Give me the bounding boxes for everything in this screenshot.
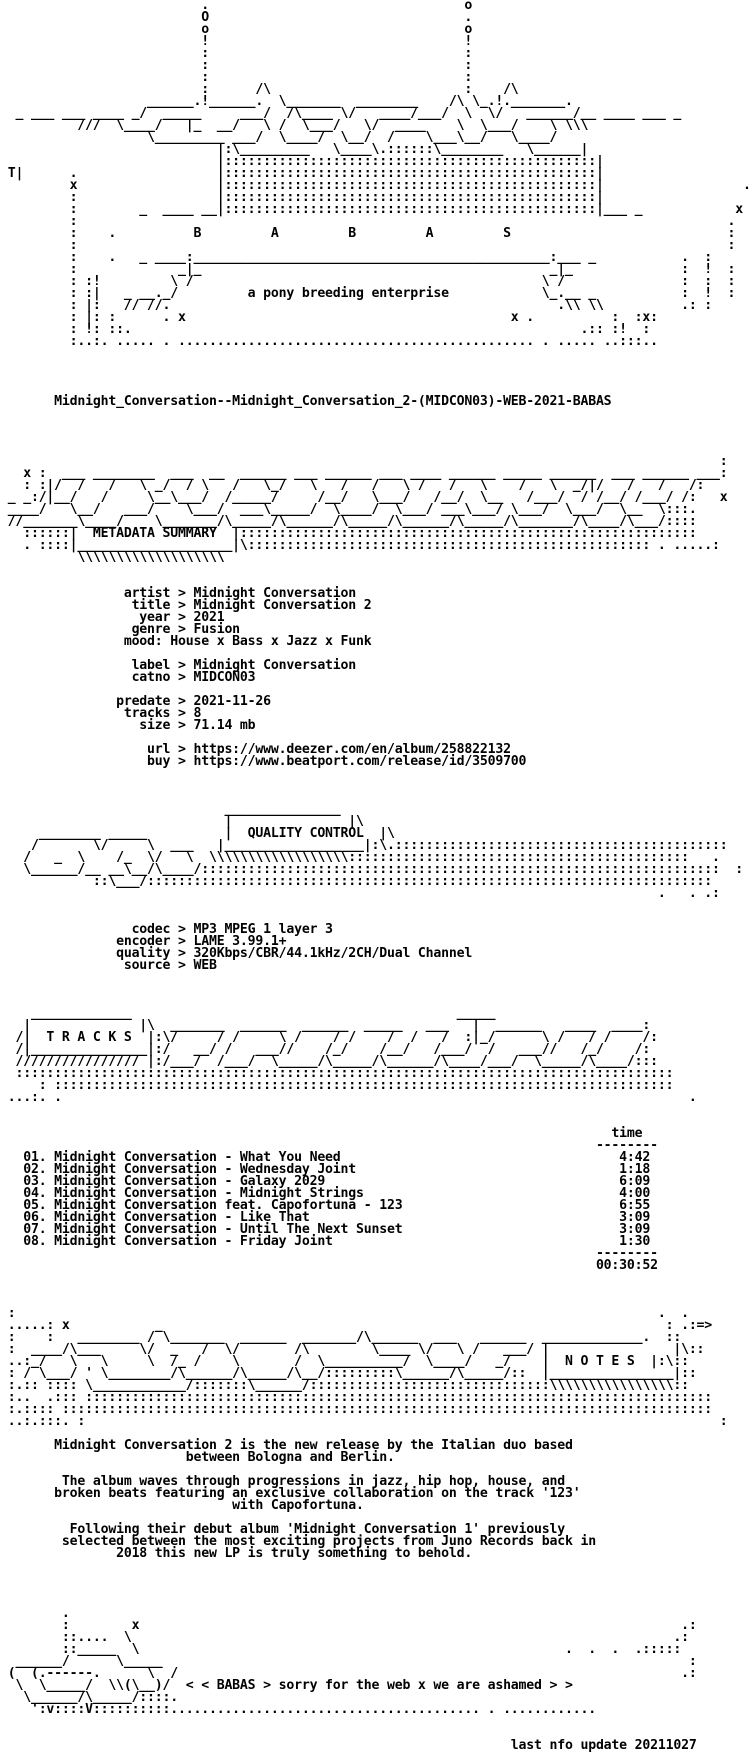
nfo-line: : !: ::. .:: :! : [0,322,651,337]
nfo-line: size > 71.14 mb [0,718,256,733]
nfo-line: : : ________ / \_______ ______ _______/\______ ___ ______ _____________. :: [0,1330,682,1345]
nfo-line: mood: House x Bass x Jazz x Funk [0,634,372,649]
nfo-line: : |: // //. .\\ \\ .: : [0,298,713,313]
nfo-line: 05. Midnight Conversation feat. Capofortuna - 123 6:55 [0,1198,651,1213]
nfo-line: : |: : . x x . : :x: [0,310,658,325]
nfo-line: ...:. . . [0,1090,697,1105]
nfo-line: genre > Fusion [0,622,240,637]
nfo-line: -------- [0,1138,658,1153]
nfo-line: -------- [0,1246,658,1261]
nfo-line: encoder > LAME 3.99.1+ [0,934,287,949]
nfo-line: buy > https://www.beatport.com/release/id/3509700 [0,754,527,769]
nfo-line: . o [0,0,473,13]
nfo-line: ________ _____ | QUALITY CONTROL |\ [0,826,395,841]
nfo-line: .....: x _ : .:=> [0,1318,713,1333]
nfo-line: . ::::|____________________|\:::::::::::::::::::::::::::::::::::::::::::::::::::: . .....: [0,538,720,553]
nfo-line: : /\ : /\ [0,82,519,97]
nfo-line: _ _:/|__/ / \__\___/ /_____/ /__/ \___/ /__/ \__ /___/ / /__/ /___/ /: x [0,490,728,505]
nfo-line: ::.... \ .: [0,1630,689,1645]
nfo-line: source > WEB [0,958,217,973]
nfo-line: ::::::::::::::::::::::::::::::::::::::::::::::::::::::::::::::::::::::::::::::::::::: [0,1066,674,1081]
nfo-line: selected between the most exciting projects from Juno Records back in [0,1534,596,1549]
nfo-line: : : [0,58,473,73]
nfo-line: :.:::: :::::::::::::::::::::::::::::::::::::::::::::::::::::::::::::::::::::::::::::::::::: [0,1402,713,1417]
nfo-line: T| . |::::::::::::::::::::::::::::::::::::::::::::::::| [0,166,604,181]
nfo-line: ..:_/ \ \ \ /_ / \ / \__________/ \____/ _/ | N O T E S |:\:: [0,1354,689,1369]
nfo-line: /|_______________|:/ __/ / ___// /_/ /__/ /___/ / ___// /_/ /: [0,1042,651,1057]
nfo-line: / \/ \ ___ |__________________|:\.::::::::::::::::::::::::::::::::::::::::::: [0,838,728,853]
nfo-line: /| T R A C K S |:\/ / / \ / / / / / / :|_/ \ / / / /: [0,1030,658,1045]
nfo-line: : :|/ / / \ _/ / \ / \_/ \ / / \ / / \ / \ _/|/ / / /: [0,478,705,493]
nfo-line: \______/__ __\__/\____/::::::::::::::::::::::::::::::::::::::::::::::::::::::::::::::::::: : [0,862,743,877]
nfo-line: : : [0,70,473,85]
nfo-line: : / \___/ ' \________/\______/\_____/\__/:::::::::\______/\_____/:: |________________|:: [0,1366,697,1381]
nfo-line: o o [0,22,473,37]
nfo-line: predate > 2021-11-26 [0,694,271,709]
nfo-line: //_______\____/ \_______/\_____/\______/\_____/\______/\_____/\_______/\____/\___/:::: [0,514,697,529]
nfo-line: ::\___/::::::::::::::::::::::::::::::::::::::::::::::::::::::::::::::::::::::::: [0,874,713,889]
nfo-line: The album waves through progressions in jazz, hip hop, house, and [0,1474,565,1489]
nfo-line: \\\\\\\\\\\\\\\\\\\ [0,550,225,565]
nfo-line: |::::::::::::::::::::::::::::::::::::::::::::::::| [0,154,604,169]
nfo-line: between Bologna and Berlin. [0,1450,395,1465]
nfo-line: ':v::::V::::::::::........................................ . ............ [0,1702,596,1717]
nfo-line: : x .: [0,1618,697,1633]
nfo-line: ! ! [0,34,473,49]
nfo-line: 01. Midnight Conversation - What You Need 4:42 [0,1150,651,1165]
nfo-line: : ____/\___ \/ _ / \/ /\ \____ \/ \ / ___/ | |\:: [0,1342,705,1357]
nfo-line: . [0,1606,70,1621]
nfo-line: \_________ ___/ \____/ \__/ / \___\__/ \____/ [0,130,558,145]
nfo-line: //////////////// |:/___/ /___/ \_____/\_____/\______/\____/___/ \_____/\____/::: [0,1054,658,1069]
nfo-line: : : [0,238,736,253]
nfo-line: broken beats featuring an exclusive collaboration on the track '123' [0,1486,581,1501]
nfo-line: tracks > 8 [0,706,202,721]
nfo-line: ______/ \_____ : [0,1654,697,1669]
nfo-line: :..:. ..... . .............................................. . ..... ..:::.. [0,334,658,349]
nfo-line: 02. Midnight Conversation - Wednesday Joint 1:18 [0,1162,651,1177]
nfo-line: _______________ [0,802,341,817]
nfo-line: : [0,454,728,469]
nfo-line: 07. Midnight Conversation - Until The Next Sunset 3:09 [0,1222,651,1237]
nfo-line: url > https://www.deezer.com/en/album/258822132 [0,742,511,757]
nfo-line: ______.!______. \_______ ________ /\ \_.!._______. [0,94,573,109]
nfo-line: \______/\_____/::::. [0,1690,179,1705]
nfo-line: last nfo update 20211027 [0,1738,697,1753]
nfo-line: : . [0,214,736,229]
nfo-line: |:\_________ \____\.::::::\________ \______| [0,142,589,157]
nfo-line: ____/ \__/ ___/ \___/ ___\_____/ \____/ \___/ ___\___/ \___/ \___/ \__ \:::. [0,502,697,517]
nfo-line: _____________ _____ [0,1006,496,1021]
nfo-line: time [0,1126,643,1141]
nfo-line: title > Midnight Conversation 2 [0,598,372,613]
nfo-line: | |\ [0,814,364,829]
nfo-line: : . . [0,1306,689,1321]
nfo-line: \ \_____/ \\(\__)/ < < BABAS > sorry for the web x we are ashamed > > [0,1678,573,1693]
nfo-line: Midnight Conversation 2 is the new release by the Italian duo based [0,1438,573,1453]
nfo-line: : :! \ / \ / : : : [0,274,736,289]
nfo-line: O . [0,10,473,25]
nfo-line: ..:.:::. : : [0,1414,728,1429]
nfo-line: year > 2021 [0,610,225,625]
nfo-line: : |::::::::::::::::::::::::::::::::::::::::::::::::| [0,190,604,205]
nfo-line: ( (.------. \ / .: [0,1666,697,1681]
nfo-line: Following their debut album 'Midnight Conversation 1' previously [0,1522,565,1537]
nfo-line: : . B A B A S : [0,226,736,241]
nfo-line: : :::::::::::::::::::::::::::::::::::::::::::::::::::::::::::::::::::::::::::::::: [0,1078,674,1093]
nfo-line: _ ___ ___ ____ _/ _____ ___/ /\____ \/ ____/___/ \ \/ ______/__ ____ ___ _ [0,106,682,121]
nfo-line: 06. Midnight Conversation - Like That 3:09 [0,1210,651,1225]
nfo-line: x |::::::::::::::::::::::::::::::::::::::::::::::::| . [0,178,751,193]
nfo-line: x : ___ ________ ___ __ ______ ___ ______ ___ ____ ______ _____ ______ ___ ______ ___: [0,466,728,481]
nfo-line: ::::::| METADATA SUMMARY |::::::::::::::::::::::::::::::::::::::::::::::::::::::::::: [0,526,697,541]
nfo-line: catno > MIDCON03 [0,670,256,685]
nfo-line: label > Midnight Conversation [0,658,357,673]
nfo-line: quality > 320Kbps/CBR/44.1kHz/2CH/Dual Channel [0,946,473,961]
nfo-line: artist > Midnight Conversation [0,586,357,601]
nfo-line: / _ \ /_ \/ \ \\\\\\\\\\\\\\\\\\:::::::::::::::::::::::::::::::::::::::::::: . [0,850,720,865]
nfo-line: codec > MP3 MPEG 1 layer 3 [0,922,333,937]
nfo-line: : _ ____ __|::::::::::::::::::::::::::::::::::::::::::::::::|___ _ x [0,202,743,217]
nfo-line: Midnight_Conversation--Midnight_Conversation_2-(MIDCON03)-WEB-2021-BABAS [0,394,612,409]
nfo-line: 00:30:52 [0,1258,658,1273]
nfo-line: :.:: :::: \____________/:::::::\______/:::::::::::::::::::::::::::::::\\\\\\\\\\\\\\\\:: [0,1378,689,1393]
nfo-line: : . _ ____:______________________________________________:___ _ . : [0,250,713,265]
nfo-line: : _|_ _|_ : ! : [0,262,736,277]
nfo-line: ::_____ \ . . . .::::: [0,1642,682,1657]
nfo-line: . . .: [0,886,720,901]
nfo-line: 04. Midnight Conversation - Midnight Strings 4:00 [0,1186,651,1201]
nfo-line: : :| _ __._/ a pony breeding enterprise \_.__ _ : ! : [0,286,736,301]
nfo-line: 08. Midnight Conversation - Friday Joint 1:30 [0,1234,651,1249]
nfo-line: 2018 this new LP is truly something to behold. [0,1546,473,1561]
nfo-line: /// \____/ |_ __/ \ / \___/ \/ ____ \ \___/ \ \\\ [0,118,589,133]
nfo-line: 03. Midnight Conversation - Galaxy 2029 6:09 [0,1174,651,1189]
nfo-line: : : [0,46,473,61]
nfo-line: :.. .::: ::::::::::::::::::::::::::::::::::::::::::::::::::::::::::::::::::::::::::::::::: [0,1390,713,1405]
nfo-line: with Capofortuna. [0,1498,364,1513]
nfo-line: | |\ _______ ______ ______ _____ ___ | ______ ____ ____: [0,1018,651,1033]
